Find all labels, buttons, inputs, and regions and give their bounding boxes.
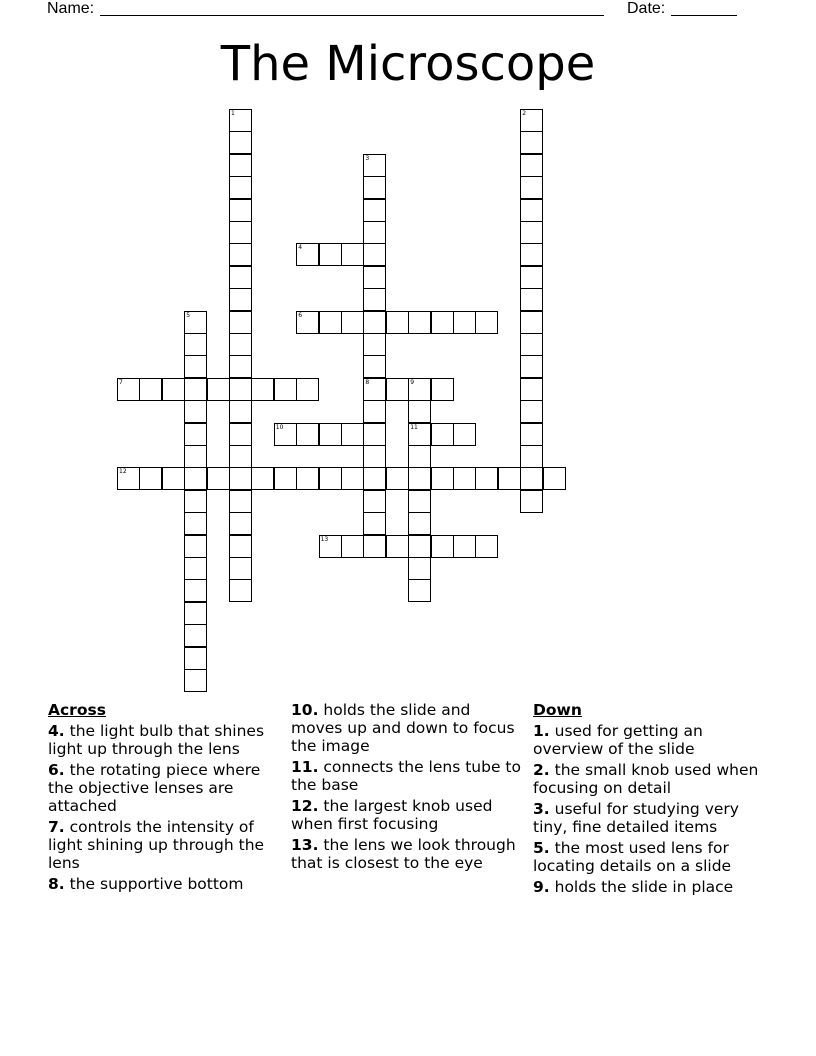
clue-number: 9 bbox=[410, 378, 415, 386]
clue-number: 2 bbox=[522, 110, 527, 117]
grid-cell[interactable] bbox=[363, 535, 386, 558]
grid-cell[interactable] bbox=[184, 624, 207, 647]
grid-cell[interactable] bbox=[184, 400, 207, 423]
grid-cell[interactable] bbox=[341, 311, 364, 334]
grid-cell[interactable] bbox=[363, 490, 386, 513]
grid-cell[interactable] bbox=[229, 423, 252, 446]
grid-cell[interactable] bbox=[229, 266, 252, 289]
grid-cell[interactable] bbox=[341, 467, 364, 490]
clue-down-5: 5. the most used lens for locating details on a slide bbox=[533, 839, 732, 875]
clue-number: 13 bbox=[320, 535, 329, 543]
clue-down-2: 2. the small knob used when focusing on detail bbox=[533, 761, 759, 797]
grid-cell[interactable] bbox=[363, 355, 386, 378]
clue-across-12: 12. the largest knob used when first focusing bbox=[291, 797, 493, 833]
grid-cell[interactable] bbox=[117, 378, 140, 401]
grid-cell[interactable] bbox=[363, 400, 386, 423]
grid-cell[interactable] bbox=[520, 467, 543, 490]
grid-cell[interactable] bbox=[408, 400, 431, 423]
grid-cell[interactable] bbox=[520, 423, 543, 446]
grid-cell[interactable] bbox=[184, 467, 207, 490]
grid-cell[interactable] bbox=[363, 467, 386, 490]
clue-number: 1 bbox=[231, 110, 235, 117]
grid-cell[interactable] bbox=[431, 467, 454, 490]
grid-cell[interactable] bbox=[229, 557, 252, 580]
grid-cell[interactable] bbox=[296, 311, 319, 334]
grid-cell[interactable] bbox=[251, 467, 274, 490]
grid-cell[interactable] bbox=[184, 378, 207, 401]
grid-cell[interactable] bbox=[229, 378, 252, 401]
date-label: Date: bbox=[627, 0, 666, 17]
across-heading: Across bbox=[48, 701, 106, 719]
grid-cell[interactable] bbox=[475, 311, 498, 334]
clue-number: 7 bbox=[119, 378, 123, 386]
clue-across-7: 7. controls the intensity of light shining up through the lens bbox=[48, 818, 265, 872]
grid-cell[interactable] bbox=[184, 445, 207, 468]
grid-cell[interactable] bbox=[296, 378, 319, 401]
grid-cell[interactable] bbox=[363, 423, 386, 446]
grid-cell[interactable] bbox=[319, 311, 342, 334]
grid-cell[interactable] bbox=[520, 154, 543, 177]
grid-cell[interactable] bbox=[229, 311, 252, 334]
grid-cell[interactable] bbox=[296, 467, 319, 490]
grid-cell[interactable] bbox=[431, 311, 454, 334]
grid-cell[interactable] bbox=[363, 311, 386, 334]
grid-cell[interactable] bbox=[319, 243, 342, 266]
grid-cell[interactable] bbox=[408, 579, 431, 602]
grid-cell[interactable] bbox=[274, 378, 297, 401]
grid-cell[interactable] bbox=[184, 557, 207, 580]
grid-cell[interactable] bbox=[363, 221, 386, 244]
grid-cell[interactable] bbox=[386, 378, 409, 401]
grid-cell[interactable] bbox=[229, 355, 252, 378]
grid-cell[interactable] bbox=[386, 311, 409, 334]
grid-cell[interactable] bbox=[162, 467, 185, 490]
clue-number: 4 bbox=[298, 244, 303, 252]
grid-cell[interactable] bbox=[520, 221, 543, 244]
grid-cell[interactable] bbox=[363, 378, 386, 401]
down-clues bbox=[533, 701, 765, 899]
grid-cell[interactable] bbox=[229, 154, 252, 177]
grid-cell[interactable] bbox=[184, 355, 207, 378]
clue-number: 12 bbox=[119, 468, 127, 476]
grid-cell[interactable] bbox=[543, 467, 566, 490]
grid-cell[interactable] bbox=[520, 490, 543, 513]
clue-across-8: 8. the supportive bottom bbox=[48, 875, 244, 893]
grid-cell[interactable] bbox=[520, 109, 543, 132]
grid-cell[interactable] bbox=[229, 512, 252, 535]
grid-cell[interactable] bbox=[296, 243, 319, 266]
grid-cell[interactable] bbox=[229, 199, 252, 222]
grid-cell[interactable] bbox=[341, 535, 364, 558]
grid-cell[interactable] bbox=[520, 176, 543, 199]
grid-cell[interactable] bbox=[520, 355, 543, 378]
grid-cell[interactable] bbox=[229, 490, 252, 513]
grid-cell[interactable] bbox=[453, 311, 476, 334]
grid-cell[interactable] bbox=[363, 199, 386, 222]
grid-cell[interactable] bbox=[431, 378, 454, 401]
clue-across-10: 10. holds the slide and moves up and down to focus the image bbox=[291, 701, 515, 755]
grid-cell[interactable] bbox=[363, 243, 386, 266]
grid-cell[interactable] bbox=[229, 400, 252, 423]
clue-down-9: 9. holds the slide in place bbox=[533, 878, 734, 896]
grid-cell[interactable] bbox=[251, 378, 274, 401]
grid-cell[interactable] bbox=[520, 288, 543, 311]
grid-cell[interactable] bbox=[162, 378, 185, 401]
grid-cell[interactable] bbox=[498, 467, 521, 490]
grid-cell[interactable] bbox=[184, 535, 207, 558]
clue-across-6: 6. the rotating piece where the objective lenses are attached bbox=[48, 761, 261, 815]
grid-cell[interactable] bbox=[408, 467, 431, 490]
grid-cell[interactable] bbox=[274, 467, 297, 490]
grid-cell[interactable] bbox=[229, 579, 252, 602]
grid-cell[interactable] bbox=[363, 154, 386, 177]
grid-cell[interactable] bbox=[341, 423, 364, 446]
grid-cell[interactable] bbox=[229, 467, 252, 490]
grid-cell[interactable] bbox=[520, 445, 543, 468]
grid-cell[interactable] bbox=[229, 333, 252, 356]
grid-cell[interactable] bbox=[453, 535, 476, 558]
grid-cell[interactable] bbox=[453, 467, 476, 490]
grid-cell[interactable] bbox=[520, 400, 543, 423]
clue-across-4: 4. the light bulb that shines light up through the lens bbox=[48, 722, 265, 758]
grid-cell[interactable] bbox=[475, 535, 498, 558]
grid-cell[interactable] bbox=[431, 423, 454, 446]
grid-cell[interactable] bbox=[319, 423, 342, 446]
grid-cell[interactable] bbox=[229, 535, 252, 558]
grid-cell[interactable] bbox=[408, 378, 431, 401]
name-label: Name: bbox=[47, 0, 95, 17]
grid-cell[interactable] bbox=[184, 669, 207, 692]
page-title: The Microscope bbox=[220, 36, 596, 92]
grid-cell[interactable] bbox=[207, 467, 230, 490]
clue-down-1: 1. used for getting an overview of the slide bbox=[533, 722, 703, 758]
grid-cell[interactable] bbox=[520, 378, 543, 401]
grid-cell[interactable] bbox=[229, 445, 252, 468]
clue-number: 6 bbox=[298, 311, 303, 319]
grid-cell[interactable] bbox=[117, 467, 140, 490]
grid-cell[interactable] bbox=[229, 176, 252, 199]
clue-across-13: 13. the lens we look through that is closest to the eye bbox=[291, 836, 516, 872]
grid-cell[interactable] bbox=[207, 378, 230, 401]
grid-cell[interactable] bbox=[184, 512, 207, 535]
grid-cell[interactable] bbox=[184, 602, 207, 625]
grid-cell[interactable] bbox=[520, 333, 543, 356]
grid-cell[interactable] bbox=[520, 199, 543, 222]
grid-cell[interactable] bbox=[229, 243, 252, 266]
grid-cell[interactable] bbox=[229, 131, 252, 154]
grid-cell[interactable] bbox=[431, 535, 454, 558]
grid-cell[interactable] bbox=[520, 266, 543, 289]
grid-cell[interactable] bbox=[296, 423, 319, 446]
grid-cell[interactable] bbox=[139, 467, 162, 490]
across-clues-col-1 bbox=[48, 701, 280, 896]
grid-cell[interactable] bbox=[319, 467, 342, 490]
grid-cell[interactable] bbox=[363, 333, 386, 356]
grid-cell[interactable] bbox=[453, 423, 476, 446]
clue-across-11: 11. connects the lens tube to the base bbox=[291, 758, 521, 794]
clue-number: 8 bbox=[365, 378, 370, 386]
down-heading: Down bbox=[533, 701, 582, 719]
grid-cell[interactable] bbox=[408, 490, 431, 513]
grid-cell[interactable] bbox=[184, 423, 207, 446]
grid-cell[interactable] bbox=[363, 176, 386, 199]
grid-cell[interactable] bbox=[184, 333, 207, 356]
grid-cell[interactable] bbox=[229, 221, 252, 244]
grid-cell[interactable] bbox=[184, 579, 207, 602]
grid-cell[interactable] bbox=[408, 445, 431, 468]
clue-down-3: 3. useful for studying very tiny, fine detailed items bbox=[533, 800, 739, 836]
grid-cell[interactable] bbox=[386, 535, 409, 558]
grid-cell[interactable] bbox=[363, 445, 386, 468]
clue-number: 5 bbox=[186, 311, 191, 319]
grid-cell[interactable] bbox=[475, 467, 498, 490]
grid-cell[interactable] bbox=[408, 512, 431, 535]
grid-cell[interactable] bbox=[319, 535, 342, 558]
across-clues-col-2 bbox=[291, 701, 523, 875]
grid-cell[interactable] bbox=[363, 288, 386, 311]
grid-cell[interactable] bbox=[341, 243, 364, 266]
grid-cell[interactable] bbox=[408, 557, 431, 580]
clue-number: 3 bbox=[365, 154, 370, 162]
grid-cell[interactable] bbox=[408, 311, 431, 334]
grid-cell[interactable] bbox=[229, 288, 252, 311]
grid-cell[interactable] bbox=[520, 243, 543, 266]
grid-cell[interactable] bbox=[520, 311, 543, 334]
grid-cell[interactable] bbox=[229, 109, 252, 132]
grid-cell[interactable] bbox=[363, 266, 386, 289]
grid-cell[interactable] bbox=[274, 423, 297, 446]
grid-cell[interactable] bbox=[184, 311, 207, 334]
grid-cell[interactable] bbox=[386, 467, 409, 490]
clue-number: 10 bbox=[275, 423, 284, 431]
grid-cell[interactable] bbox=[184, 647, 207, 670]
grid-cell[interactable] bbox=[184, 490, 207, 513]
grid-cell[interactable] bbox=[520, 131, 543, 154]
grid-cell[interactable] bbox=[363, 512, 386, 535]
grid-cell[interactable] bbox=[408, 535, 431, 558]
grid-cell[interactable] bbox=[408, 423, 431, 446]
grid-cell[interactable] bbox=[139, 378, 162, 401]
clue-number: 11 bbox=[410, 423, 418, 431]
